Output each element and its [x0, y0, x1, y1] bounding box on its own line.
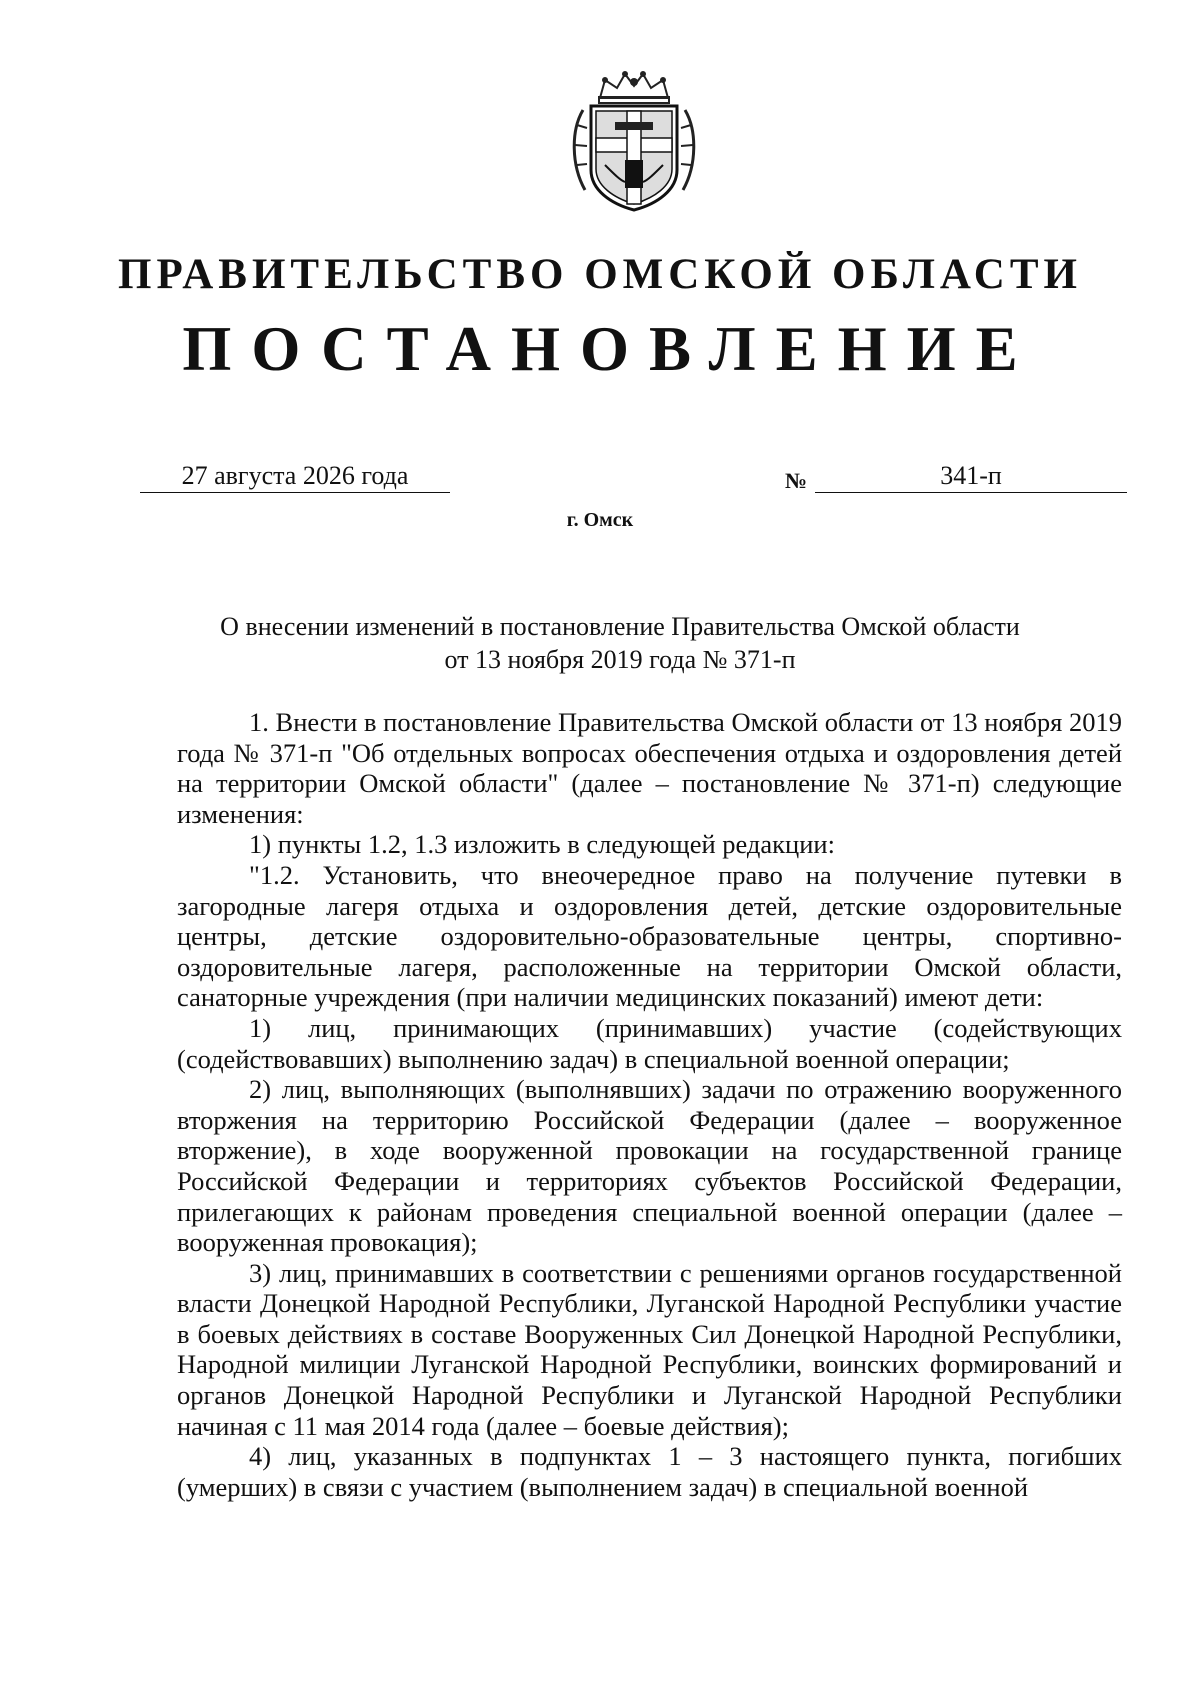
paragraph: 1. Внести в постановление Правительства Омской области от 13 ноября 2019 года № 371-п "Об отдельных вопросах обеспечения отдыха и оздоровления детей на территории Омской области" (далее – постановление № 371-п) следующие изменения:	[177, 707, 1122, 829]
document-body	[177, 707, 1122, 1502]
document-number: 341-п	[815, 460, 1127, 493]
paragraph: 4) лиц, указанных в подпунктах 1 – 3 настоящего пункта, погибших (умерших) в связи с участием (выполнением задач) в специальной военной	[177, 1441, 1122, 1502]
paragraph: "1.2. Установить, что внеочередное право на получение путевки в загородные лагеря отдыха и оздоровления детей, детские оздоровительные центры, детские оздоровительно-образовательные центры, спортивно-оздоровительные лагеря, расположенные на территории Омской области, санаторные учреждения (при наличии медицинских показаний) имеют дети:	[177, 859, 1122, 1013]
coat-of-arms-emblem	[565, 70, 703, 213]
city-label: г. Омск	[566, 509, 634, 531]
number-mark: №	[785, 468, 808, 493]
paragraph: 1) лиц, принимающих (принимавших) участие (содействующих (содействовавших) выполнению задач) в специальной военной операции;	[177, 1012, 1122, 1074]
government-title: ПРАВИТЕЛЬСТВО ОМСКОЙ ОБЛАСТИ	[118, 251, 1082, 298]
subject-line-2: от 13 ноября 2019 года № 371-п	[444, 645, 796, 674]
document-subject	[150, 610, 1090, 676]
paragraph: 1) пункты 1.2, 1.3 изложить в следующей редакции:	[249, 829, 835, 860]
paragraph: 3) лиц, принимавших в соответствии с решениями органов государственной власти Донецкой Народной Республики, Луганской Народной Республики участие в боевых действиях в составе Вооруженных Сил Донецкой Народной Республики, Народной милиции Луганской Народной Республики, воинских формирований и органов Донецкой Народной Республики и Луганской Народной Республики начиная с 11 мая 2014 года (далее – боевые действия);	[177, 1257, 1122, 1441]
paragraph: 2) лиц, выполняющих (выполнявших) задачи по отражению вооруженного вторжения на территорию Российской Федерации (далее – вооруженное вторжение), в ходе вооруженной провокации на государственной границе Российской Федерации и территориях субъектов Российской Федерации, прилегающих к районам проведения специальной военной операции (далее – вооруженная провокация);	[177, 1074, 1122, 1258]
document-date: 27 августа 2026 года	[140, 460, 450, 493]
document-type-title: ПОСТАНОВЛЕНИЕ	[182, 314, 1038, 384]
subject-line-1: О внесении изменений в постановление Правительства Омской области	[220, 612, 1020, 641]
